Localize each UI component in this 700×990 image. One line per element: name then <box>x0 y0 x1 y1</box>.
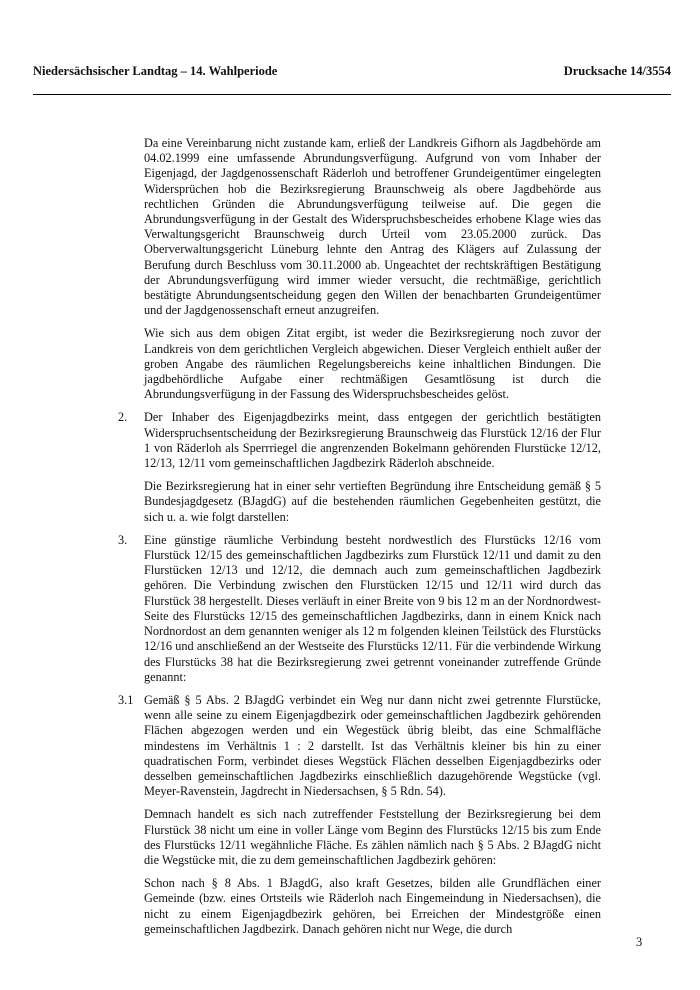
item-number: 3.1 <box>118 692 134 707</box>
document-body <box>118 136 601 945</box>
paragraph: Wie sich aus dem obigen Zitat ergibt, ist weder die Bezirksregierung noch zuvor der Landkreis von dem gerichtlichen Vergleich abgewichen. Dieser Vergleich enthielt außer der groben Angabe des räumlichen Regelungsbereichs keine inhaltlichen Bindungen. Die jagdbehördliche Aufgabe einer rechtmäßigen Gesamtlösung ist durch die Abrundungsverfügung in der Fassung des Widerspruchsbescheides gelöst. <box>144 326 601 402</box>
paragraph: Demnach handelt es sich nach zutreffender Feststellung der Bezirksregierung bei dem Flurstück 38 nicht um eine in voller Länge vom Beginn des Flurstücks 12/15 bis zum Ende des Flurstücks 12/11 wegähnliche Fläche. Es zählen nämlich nach § 5 Abs. 2 BJagdG nicht die Wegstücke mit, die zu dem gemeinschaftlichen Jagdbezirk gehören: <box>144 807 601 867</box>
item-number: 3. <box>118 532 128 547</box>
header-rule <box>33 94 671 95</box>
item-text: Eine günstige räumliche Verbindung besteht nordwestlich des Flurstücks 12/16 vom Flurstück 12/15 des gemeinschaftlichen Jagdbezirks zum Flurstück 12/11 und damit zu den Flurstücken 12/13 und 12/12, die demnach auch zum gemeinschaftlichen Jagdbezirk gehören. Die Verbindung zwischen den Flurstücken 12/15 und 12/11 wird durch das Flurstück 38 hergestellt. Dieses verläuft in einer Breite von 9 bis 12 m an der Nordnordwest-Seite des Flurstücks 12/15 des gemeinschaftlichen Jagdbezirks, dann in einem Knick nach Nordnordost an dem genannten weniger als 12 m folgenden kleinen Teilstück des Flurstücks 12/16 und anschließend an der Westseite des Flurstücks 12/11. Für die verbindende Wirkung des Flurstücks 38 hat die Bezirksregierung zwei getrennt voneinander zutreffende Gründe genannt: <box>144 532 601 684</box>
numbered-item-3-1 <box>118 692 601 799</box>
item-number: 2. <box>118 410 128 425</box>
item-text: Der Inhaber des Eigenjagdbezirks meint, dass entgegen der gerichtlich bestätigten Widerspruchsentscheidung der Bezirksregierung Braunschweig das Flurstück 12/16 der Flur 1 von Räderloh als Sperrriegel die angrenzenden Bokelmann gehörenden Flurstücke 12/12, 12/13, 12/11 vom gemeinschaftlichen Jagdbezirk Räderloh abschneide. <box>144 410 601 471</box>
item-text: Gemäß § 5 Abs. 2 BJagdG verbindet ein Weg nur dann nicht zwei getrennte Flurstücke, wenn alle seine zu einem Eigenjagdbezirk oder gemeinschaftlichen Jagdbezirk gehörenden Flächen abgezogen werden und ein Wegestück übrig bleibt, das eine Schmalfläche mindestens im Verhältnis 1 : 2 darstellt. Ist das Verhältnis kleiner bis hin zu einer quadratischen Form, verbindet dieses Wegstück Flächen desselben Eigenjagdbezirks oder desselben gemeinschaftlichen Jagdbezirks einschließlich dazugehörende Wegstücke (vgl. Meyer-Ravenstein, Jagdrecht in Niedersachsen, § 5 Rdn. 54). <box>144 692 601 799</box>
paragraph: Die Bezirksregierung hat in einer sehr vertieften Begründung ihre Entscheidung gemäß § 5 Bundesjagdgesetz (BJagdG) auf die bestehenden räumlichen Gegebenheiten gestützt, die sich u. a. wie folgt darstellen: <box>144 479 601 524</box>
paragraph: Schon nach § 8 Abs. 1 BJagdG, also kraft Gesetzes, bilden alle Grundflächen einer Gemeinde (bzw. eines Ortsteils wie Räderloh nach Eingemeindung in Niedersachsen), die nicht zu einem Eigenjagdbezirk gehören, bei Erreichen der Mindestgröße einen gemeinschaftlichen Jagdbezirk. Danach gehören nicht nur Wege, die durch <box>144 876 601 936</box>
page-number: 3 <box>636 935 643 949</box>
paragraph: Da eine Vereinbarung nicht zustande kam, erließ der Landkreis Gifhorn als Jagdbehörde am 04.02.1999 eine umfassende Abrundungsverfügung. Aufgrund von vom Inhaber der Eigenjagd, der Jagdgenossenschaft Räderloh und betroffener Grundeigentümer eingelegten Widersprüchen hob die Bezirksregierung Braunschweig als obere Jagdbehörde aus rechtlichen Gründen die Abrundungsverfügung teilweise auf. Die gegen die Abrundungsverfügung in der Gestalt des Widerspruchsbescheides erhobene Klage wies das Verwaltungsgericht Braunschweig durch Urteil vom 23.05.2000 zurück. Das Oberverwaltungsgericht Lüneburg lehnte den Antrag des Klägers auf Zulassung der Berufung durch Beschluss vom 30.11.2000 ab. Ungeachtet der rechtskräftigen Bestätigung der Abrundungsverfügung wird immer wieder versucht, die rechtmäßige, gerichtlich bestätigte Abrundungsentscheidung gegen den Willen der benachbarten Grundeigentümer und der Jagdgenossenschaft erneut anzugreifen. <box>144 136 601 318</box>
numbered-item-3 <box>118 532 601 685</box>
numbered-item-2 <box>118 410 601 471</box>
header-document-number: Drucksache 14/3554 <box>563 64 671 78</box>
header-title: Niedersächsischer Landtag – 14. Wahlperiode <box>33 64 278 78</box>
